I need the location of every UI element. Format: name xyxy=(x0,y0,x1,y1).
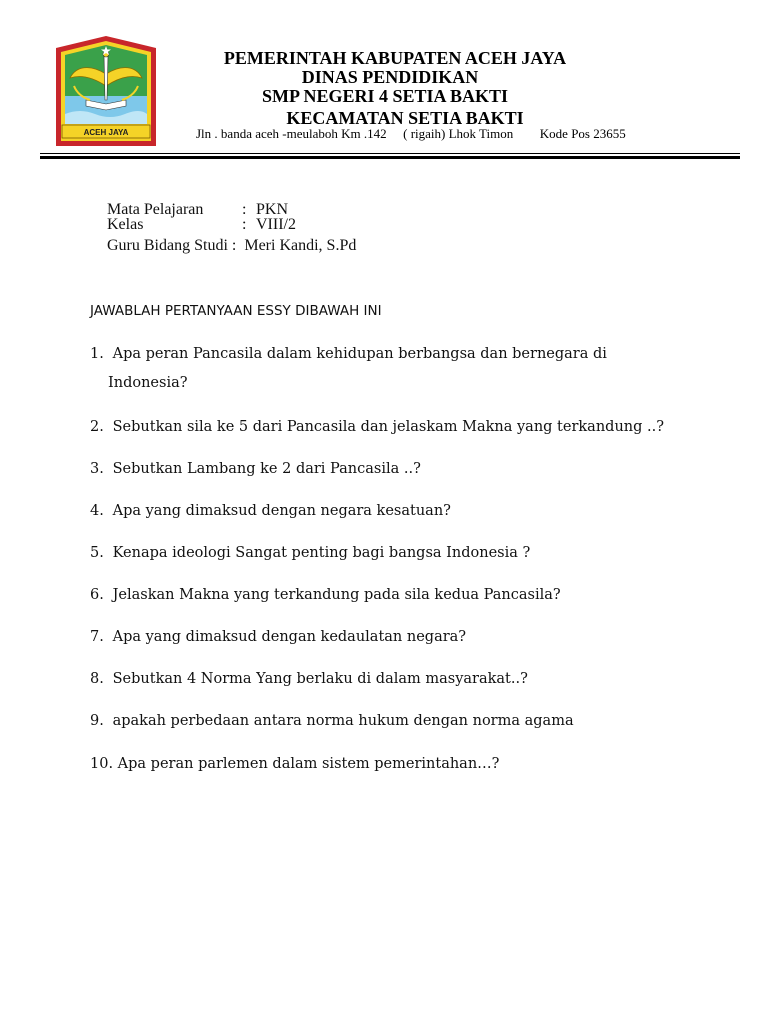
question-number: 7. xyxy=(90,629,104,645)
question-number: 8. xyxy=(90,671,104,687)
info-teacher-value: Meri Kandi, S.Pd xyxy=(244,237,357,254)
question-item xyxy=(90,750,710,779)
question-number: 10. xyxy=(90,756,114,772)
question-text: Apa yang dimaksud dengan kedaulatan negara? xyxy=(112,629,467,645)
letterhead-school-name: SMP NEGERI 4 SETIA BAKTI xyxy=(261,86,509,106)
question-item xyxy=(90,623,710,652)
letterhead-divider-thick xyxy=(40,156,740,159)
info-class-value: VIII/2 xyxy=(256,216,296,233)
letterhead-address xyxy=(196,126,626,142)
question-item xyxy=(90,413,710,442)
question-item xyxy=(90,707,710,736)
question-text: Apa peran parlemen dalam sistem pemerintahan…? xyxy=(117,756,500,772)
question-item xyxy=(90,539,710,568)
info-class xyxy=(107,217,296,233)
question-number: 1. xyxy=(90,346,104,362)
letterhead-divider-thin xyxy=(40,153,740,154)
letterhead-department: DINAS PENDIDIKAN xyxy=(301,67,479,87)
question-number: 9. xyxy=(90,713,104,729)
question-item xyxy=(90,581,710,610)
question-text: Jelaskan Makna yang terkandung pada sila kedua Pancasila? xyxy=(112,587,561,603)
question-number: 6. xyxy=(90,587,104,603)
letterhead-government: PEMERINTAH KABUPATEN ACEH JAYA xyxy=(223,48,567,68)
question-number: 2. xyxy=(90,419,104,435)
question-number: 3. xyxy=(90,461,104,477)
logo-ribbon-text: ACEH JAYA xyxy=(83,128,129,137)
question-text: Sebutkan Lambang ke 2 dari Pancasila ..? xyxy=(112,461,421,477)
question-text-continued: Indonesia? xyxy=(108,375,188,391)
address-area: ( rigaih) Lhok Timon xyxy=(403,126,514,141)
info-subject-label: Mata Pelajaran xyxy=(107,201,204,218)
question-text: Sebutkan 4 Norma Yang berlaku di dalam masyarakat..? xyxy=(112,671,528,687)
question-number: 5. xyxy=(90,545,104,561)
question-item xyxy=(90,497,710,526)
question-item xyxy=(90,340,710,398)
info-teacher-label: Guru Bidang Studi : xyxy=(107,237,237,254)
question-text: Apa yang dimaksud dengan negara kesatuan? xyxy=(112,503,451,519)
question-number: 4. xyxy=(90,503,104,519)
question-text: Kenapa ideologi Sangat penting bagi bangsa Indonesia ? xyxy=(112,545,531,561)
question-text: apakah perbedaan antara norma hukum dengan norma agama xyxy=(112,713,574,729)
info-teacher xyxy=(107,238,356,254)
instruction-heading: JAWABLAH PERTANYAAN ESSY DIBAWAH INI xyxy=(90,303,382,319)
info-subject-colon: : xyxy=(242,201,247,218)
info-class-colon: : xyxy=(242,216,247,233)
question-text: Sebutkan sila ke 5 dari Pancasila dan jelaskam Makna yang terkandung ..? xyxy=(112,419,665,435)
question-item xyxy=(90,665,710,694)
question-text: Apa peran Pancasila dalam kehidupan berbangsa dan bernegara di xyxy=(112,346,607,362)
letterhead-district: KECAMATAN SETIA BAKTI xyxy=(286,108,524,128)
address-postal-code: Kode Pos 23655 xyxy=(539,126,626,141)
address-street: Jln . banda aceh -meulaboh Km .142 xyxy=(196,126,387,141)
info-subject-value: PKN xyxy=(256,201,289,218)
info-class-label: Kelas xyxy=(107,216,144,233)
question-item xyxy=(90,455,710,484)
aceh-jaya-emblem-logo xyxy=(50,34,162,148)
